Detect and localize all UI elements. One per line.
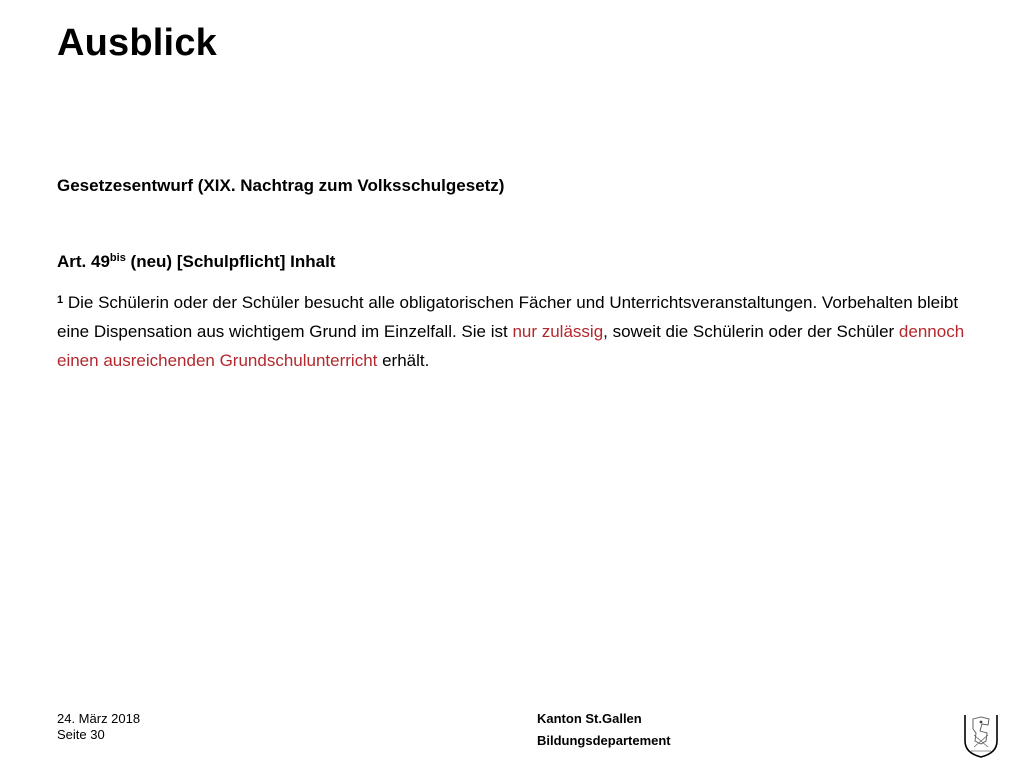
article-heading-prefix: Art. 49 xyxy=(57,252,110,271)
slide-title: Ausblick xyxy=(57,22,217,64)
footer-organization xyxy=(537,708,671,752)
article-text-2: , soweit die Schülerin oder der Schüler xyxy=(603,322,899,341)
article-highlight-1: nur zulässig xyxy=(512,322,604,341)
article-heading-superscript: bis xyxy=(109,252,126,264)
slide-subtitle: Gesetzesentwurf (XIX. Nachtrag zum Volksschulgesetz) xyxy=(57,176,505,195)
footer-page-number: Seite 30 xyxy=(57,727,105,742)
article-text-3: erhält. xyxy=(377,351,430,370)
article-heading-suffix: (neu) [Schulpflicht] Inhalt xyxy=(125,252,336,271)
article-paragraph xyxy=(57,286,987,375)
coat-of-arms-icon xyxy=(962,711,1000,759)
article-highlight-2: dennoch einen ausreichenden Grundschulunterricht xyxy=(57,322,965,370)
article-text-1: Die Schülerin oder der Schüler besucht alle obligatorischen Fächer und Unterrichtsveranstaltungen. Vorbehalten bleibt eine Dispensation aus wichtigem Grund im Einzelfall. Sie ist xyxy=(57,293,959,341)
footer-meta xyxy=(57,711,140,743)
paragraph-number: 1 xyxy=(57,294,64,306)
footer-org-name: Kanton St.Gallen xyxy=(537,711,642,726)
footer-date: 24. März 2018 xyxy=(57,711,141,726)
footer-department: Bildungsdepartement xyxy=(537,733,671,748)
article-heading xyxy=(57,252,335,272)
